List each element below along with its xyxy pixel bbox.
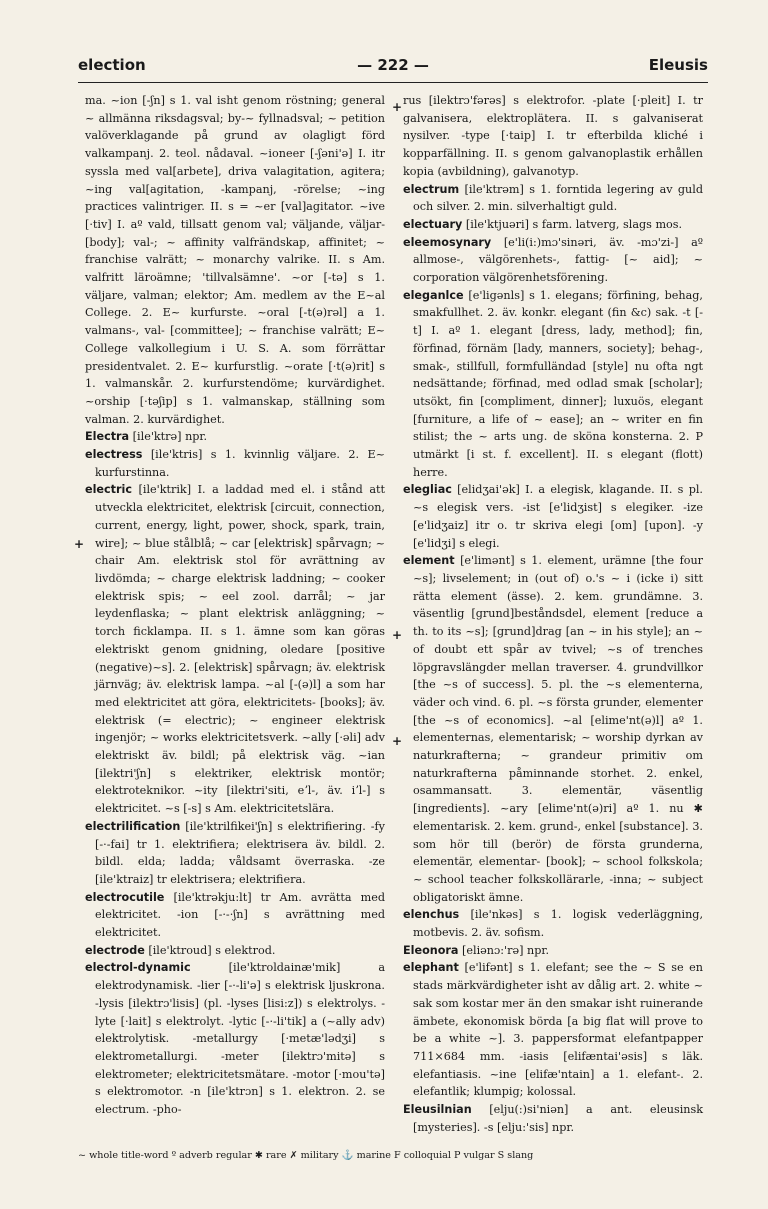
headword: electuary [403,217,463,231]
entry-text: [ile'ktjuəri] s farm. latverg, slags mos. [462,217,683,231]
entry-text: [elju(:)si'niən] a ant. eleusinsk [mysteries]. -s [elju:'sis] npr. [413,1103,703,1134]
headword: elenchus [403,908,460,922]
entry-text: [ile'ktris] s 1. kvinnlig väljare. 2. E~ kurfurstinna. [95,448,385,479]
dictionary-entry [85,889,385,942]
entry-text: [ile'ktrilfikei'ʃn] s elektrifiering. -fy [-·-fai] tr 1. elektrifiera; elektrisera äv. bildl. 2. bildl. elda; ladda; våldsamt överraska. -ze [ile'ktraiz] tr elektrisera; elektrifiera. [95,819,385,886]
dictionary-entry [403,481,703,552]
dictionary-entry [403,906,703,941]
left-column [85,92,385,1119]
margin-plus-mark: + [392,628,403,642]
headword: elephant [403,961,459,975]
margin-plus-mark: + [392,100,403,114]
headword: electrocutile [85,890,165,904]
entry-text: [e'lifənt] s 1. elefant; see the ~ S se en stads märkvärdigheter isht av dålig art. 2. white ~ sak som kostar mer än den smakar isht ruinerande ämbete, ekonomisk börda [a big flat will prove to be a white ~]. 3. pappersformat elefantpapper 711×684 mm. -iasis [elifæntai'əsis] s läk. elefantiasis. ~ine [elifæ'ntain] a 1. elefant-. 2. elefantlik; klumpig; kolossal. [413,961,703,1099]
entry-text: [eliənɔ:'rə] npr. [458,943,550,957]
headword: electress [85,448,143,462]
entry-text: [elidʒai'ək] I. a elegisk, klagande. II. s pl. ~s elegisk vers. -ist [e'lidʒist] s elegiker. -ize [e'lidʒaiz] itr o. tr skriva elegi [om] [upon]. -y [e'lidʒi] s elegi. [413,483,703,550]
headword: Eleusilnian [403,1103,472,1117]
dictionary-entry [85,481,385,817]
dictionary-entry [85,428,385,446]
dictionary-entry [85,446,385,481]
entry-text: [ile'ktroud] s elektrod. [144,943,276,957]
right-column [403,92,703,1136]
headword: electrum [403,182,460,196]
dictionary-entry [403,234,703,287]
entry-text: [ile'ktrəm] s 1. forntida legering av guld och silver. 2. min. silverhaltigt guld. [413,182,703,214]
page-number: — 222 — [357,56,429,74]
headword: element [403,554,455,568]
dictionary-entry [85,92,385,428]
header-rule [78,82,708,83]
headword: Electra [85,430,130,444]
dictionary-entry [85,959,385,1118]
entry-text: [ile'ktrik] I. a laddad med el. i stånd att utveckla elektricitet, elektrisk [circuit, connection, current, energy, light, power, shock, spark, train, wire]; ~ blue stålblå; ~ car [elektrisk] spårvagn; ~ chair Am. elektrisk stol för avrättning av livdömda; ~ charge elektrisk laddning; ~ cooker elektrisk spis; ~ eel zool. darrål; ~ jar leydenflaska; ~ plant elektrisk anläggning; ~ torch ficklampa. II. s 1. ämne som kan göras elektriskt genom gnidning, oledare [positive (negative)~s]. 2. [elektrisk] spårvagn; äv. elektrisk järnväg; äv. elektrisk lampa. ~al [-(ə)l] a som har med elektricitet att göra, elektricitets- [books]; äv. elektrisk (= electric); ~ engineer elektrisk ingenjör; ~ works elektricitetsverk. ~ally [·əli] adv elektriskt äv. bildl; på elektrisk väg. ~ian [ilektri'ʃn] s elektriker, elektrisk montör; elektroteknikor. ~ity [ilektri'siti, eʼl-, äv. iʼl-] s elektricitet. ~s [-s] s Am. elektricitetslära. [95,483,385,816]
entry-text: [e'ligənls] s 1. elegans; förfining, behag, smakfullhet. 2. äv. konkr. elegant (fin &c) sak. -t [-t] I. aº 1. elegant [dress, lady, method]; fin, förfinad, förnäm [lady, manners, society]; behag-, smak-, stillfull, formfulländad [style] nu ofta ngt nedsättande; förfinad, med odlad smak [scholar]; utsökt, fin [compliment, dinner]; luxuös, elegant [furniture, a life of ~ ease]; an ~ writer en fin stilist; the ~ arts ung. de sköna konsterna. 2. P utmärkt [i st. f. excellent]. II. s elegant (flott) herre. [413,288,703,479]
entry-text: [ile'nkəs] s 1. logisk vederläggning, motbevis. 2. äv. sofism. [413,908,703,940]
dictionary-entry [403,959,703,1101]
dictionary-entry [403,181,703,216]
headword: electrol-dynamic [85,961,191,975]
headword: eleemosynary [403,235,492,249]
abbreviation-key-footer: ~ whole title-word º adverb regular ✱ rare ✗ military ⚓ marine F colloquial P vulgar S slang [78,1150,534,1161]
dictionary-entry [403,92,703,181]
headword: electrilification [85,819,181,833]
dictionary-entry [403,942,703,960]
dictionary-entry [403,216,703,234]
headword: electric [85,483,132,497]
entry-text: [e'limənt] s 1. element, urämne [the four ~s]; livselement; in (out of) o.'s ~ i (icke i) sitt rätta element (ässe). 2. kem. grundämne. 3. väsentlig [grund]beståndsdel, element [reduce a th. to its ~s]; [grund]drag [an ~ in his style]; an ~ of doubt ett spår av tvivel; ~s of trenches löpgravslängder mellan traverser. 4. grundvillkor [the ~s of success]. 5. pl. the ~s elementerna, väder och vind. 6. pl. ~s första grunder, elementer [the ~s of economics]. ~al [elime'nt(ə)l] aº 1. elementernas, elementarisk; ~ worship dyrkan av naturkrafterna; ~ grandeur primitiv om naturkrafterna påminnande storhet. 2. enkel, osammansatt. 3. elementär, väsentlig [ingredients]. ~ary [elime'nt(ə)ri] aº 1. nu ✱ elementarisk. 2. kem. grund-, enkel [substance]. 3. som hör till (berör) de första grunderna, elementär, elementar- [book]; ~ school folkskola; ~ school teacher folkskollärarle, -inna; ~ subject obligatoriskt ämne. [413,554,703,904]
entry-text: [e'li(i:)mɔ'sinəri, äv. -mɔ'zi-] aº allmose-, välgörenhets-, fattig- [~ aid]; ~ corporation välgörenhetsförening. [413,235,703,285]
first-guide-word: election [78,56,146,74]
entry-text: [ile'ktroldainæ'mik] a elektrodynamisk. -lier [-·-li'ə] s elektrisk ljuskrona. -lysis [ilektrɔ'lisis] (pl. -lyses [lisi:z]) s elektrolys. -lyte [·lait] s elektrolyt. -lytic [-·-li'tik] a (~ally adv) elektrolytisk. -metallurgy [·metæ'lədʒi] s elektrometallurgi. -meter [ilektrɔ'mitə] s elektrometer; elektricitetsmätare. -motor [·mou'tə] s elektromotor. -n [ile'ktrɔn] s 1. elektron. 2. se electrum. -pho- [95,961,385,1117]
headword: eleganlce [403,288,464,302]
headword: Eleonora [403,943,459,957]
dictionary-entry [403,552,703,906]
dictionary-entry [85,818,385,889]
margin-plus-mark: + [74,537,85,551]
entry-text: [ile'ktrəkju:lt] tr Am. avrätta med elektricitet. -ion [-·-·ʃn] s avrättning med elektricitet. [95,890,385,940]
dictionary-entry [403,287,703,482]
margin-plus-mark: + [392,734,403,748]
entry-text: [ile'ktrə] npr. [129,430,208,444]
entry-text: rus [ilektrɔ'fərəs] s elektrofor. -plate [·pleit] I. tr galvanisera, elektroplätera. II. s galvaniserat nysilver. -type [·taip] I. tr efterbilda kliché i kopparfällning. II. s genom galvanoplastik erhållen kopia (avbildning), galvanotyp. [403,94,703,178]
last-guide-word: Eleusis [648,56,708,74]
entry-text: ma. ~ion [-ʃn] s 1. val isht genom röstning; general ~ allmänna riksdagsval; by-~ fyllnadsval; ~ petition valöverklagande på grund av olagligt förd valkampanj. 2. teol. nådaval. ~ioneer [-ʃəni'ə] I. itr syssla med val[arbete], driva valagitation, agitera; ~ing val[agitation, -kampanj, -rörelse; ~ing practices valintriger. II. s = ~er [val]agitator. ~ive [·tiv] I. aº vald, tillsatt genom val; väljande, väljar- [body]; val-; ~ affinity valfrändskap, affinitet; ~ franchise valrätt; ~ monarchy valrike. II. s Am. valfritt läroämne; 'tillvalsämne'. ~or [-tə] s 1. väljare, valman; elektor; Am. medlem av the E~al College. 2. E~ kurfurste. ~oral [-t(ə)rəl] a 1. valmans-, val- [committee]; ~ franchise valrätt; E~ College valkollegium i U. S. A. som förrättar presidentvalet. 2. E~ kurfurstlig. ~orate [·t(ə)rit] s 1. valmanskår. 2. kurfurstendöme; kurvärdighet. ~orship [·təʃip] s 1. valmanskap, ställning som valman. 2. kurvärdighet. [85,94,385,426]
headword: elegliac [403,483,452,497]
headword: electrode [85,943,145,957]
dictionary-entry [85,942,385,960]
page-header [78,56,708,82]
dictionary-entry [403,1101,703,1136]
